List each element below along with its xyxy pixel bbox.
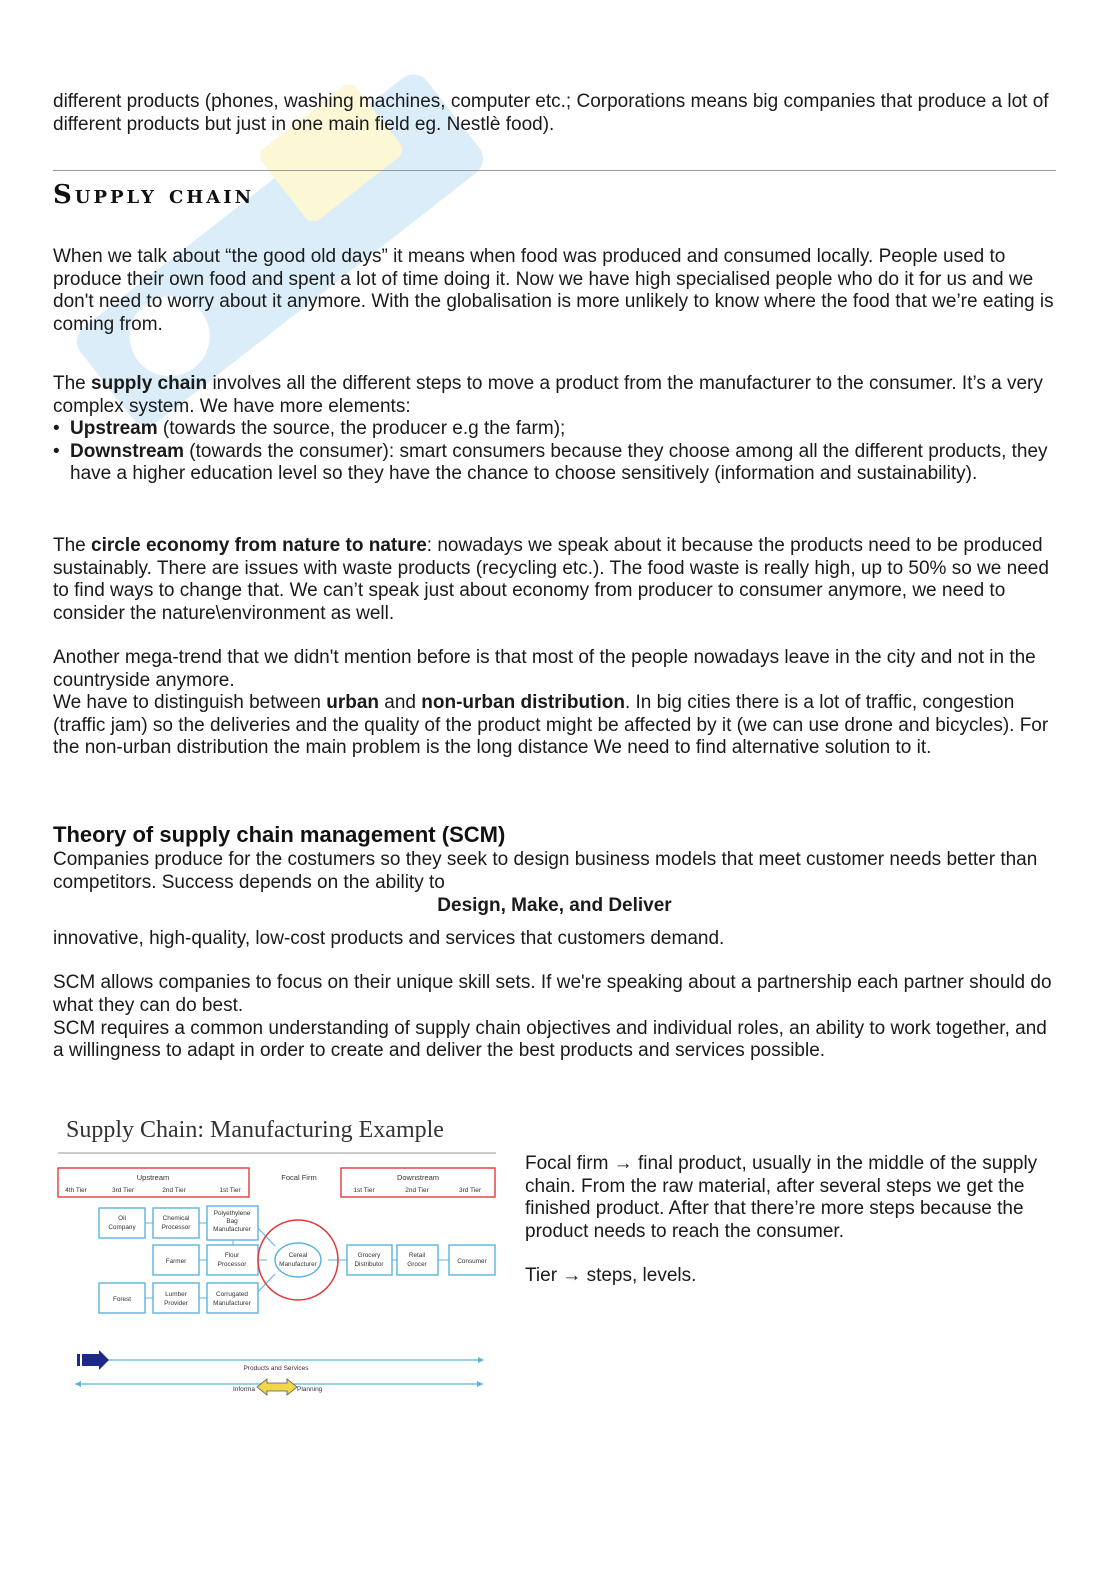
up-tier-3: 3rd Tier: [111, 1187, 135, 1194]
box-corrugated-manufacturer: [207, 1283, 258, 1313]
upstream-label: Upstream: [136, 1173, 170, 1182]
label-retail: Retail: [408, 1252, 426, 1259]
label-retail-2: Grocer: [407, 1261, 427, 1268]
supply-chain-diagram: [53, 1108, 508, 1408]
up-tier-4: 4th Tier: [65, 1187, 87, 1194]
focal-firm-note: Focal firm → final product, usually in the middle of the supply chain. From the raw material, after several steps we get the finished product. After that there’re more steps because the product needs to reach the consumer.: [525, 1153, 1038, 1242]
label-forest: Forest: [112, 1296, 132, 1303]
paragraph-good-old-days: When we talk about “the good old days” it means when food was produced and consumed locally. People used to produce their own food and spent a lot of time doing it. Now we have high specialised people who do it for us and we don't need to worry about it anymore. With the globalisation is more unlikely to know where the food that we’re eating is coming from.: [53, 246, 1054, 335]
label-poly-2: Bag: [226, 1218, 238, 1225]
label-cereal: Cereal: [288, 1252, 308, 1259]
label-chem-2: Processor: [161, 1224, 191, 1231]
label-farmer: Farmer: [165, 1258, 187, 1265]
section-divider: [53, 170, 1056, 171]
box-lumber-provider: [153, 1283, 199, 1313]
supply-chain-figure: [53, 1108, 508, 1408]
list-item-upstream: • Upstream (towards the source, the producer e.g the farm);: [53, 418, 566, 440]
scm-paragraph-4: SCM requires a common understanding of supply chain objectives and individual roles, an ability to work together, and a willingness to adapt in order to create and deliver the best products and services possible.: [53, 1017, 1047, 1062]
information-flow-arrow: [257, 1379, 297, 1395]
label-corr-2: Manufacturer: [213, 1300, 251, 1307]
label-consumer: Consumer: [457, 1258, 487, 1265]
label-oil: Oil: [118, 1215, 126, 1222]
label-lumber: Lumber: [165, 1291, 187, 1298]
section-title: Supply chain: [53, 180, 255, 210]
scm-emphasis: Design, Make, and Deliver: [437, 895, 672, 917]
megatrend-paragraph: Another mega-trend that we didn't mention before is that most of the people nowadays leave in the city and not in the countryside anymore.: [53, 647, 1036, 691]
scm-paragraph-2: innovative, high-quality, low-cost products and services that customers demand.: [53, 927, 725, 949]
box-grocery-distributor: [347, 1245, 392, 1275]
label-cereal-2: Manufacturer: [279, 1261, 317, 1268]
megatrend-block: [53, 647, 1056, 760]
term-supply-chain: supply chain: [91, 373, 208, 394]
tier-note: Tier → steps, levels.: [525, 1265, 697, 1287]
box-retail-grocer: [397, 1245, 438, 1275]
label-poly: Polyethylene: [213, 1210, 251, 1217]
downstream-label: Downstream: [396, 1173, 440, 1182]
label-grocery-2: Distributor: [354, 1261, 384, 1268]
label-chem: Chemical: [162, 1215, 190, 1222]
label-poly-3: Manufacturer: [213, 1226, 251, 1233]
label-corr: Corrugated: [216, 1291, 248, 1298]
figure-title: Supply Chain: Manufacturing Example: [66, 1117, 444, 1143]
scm-paragraph-3: SCM allows companies to focus on their unique skill sets. If we're speaking about a partnership each partner should do what they can do best.: [53, 972, 1052, 1016]
down-tier-2: 2nd Tier: [405, 1187, 429, 1194]
supply-chain-block: [53, 373, 1056, 486]
supply-chain-paragraph: The supply chain involves all the different steps to move a product from the manufacturer to the consumer. It’s a very complex system. We have more elements:: [53, 373, 1043, 417]
focal-firm-label: Focal Firm: [281, 1173, 317, 1182]
supply-chain-elements-list: [53, 418, 1056, 486]
scm-heading: Theory of supply chain management (SCM): [53, 822, 506, 847]
flow-products-label: Products and Services: [243, 1365, 309, 1372]
box-cereal-manufacturer: [275, 1243, 321, 1277]
label-oil-2: Company: [108, 1224, 136, 1231]
up-tier-2: 2nd Tier: [162, 1187, 186, 1194]
label-grocery: Grocery: [357, 1252, 381, 1259]
box-flour-processor: [207, 1245, 258, 1275]
flow-planning-label: Planning: [297, 1386, 323, 1393]
scm-paragraph-1: Companies produce for the costumers so they seek to design business models that meet customer needs better than competitors. Success depends on the ability to: [53, 849, 1038, 893]
label-lumber-2: Provider: [164, 1300, 188, 1307]
up-tier-1: 1st Tier: [219, 1187, 241, 1194]
label-flour: Flour: [224, 1252, 240, 1259]
figure-caption-text: [525, 1153, 1056, 1288]
list-item-downstream: • Downstream (towards the consumer): smart consumers because they choose among all the different products, they have a higher education level so they have the chance to choose sensitively (information and sustainability).: [53, 440, 1048, 485]
down-tier-1: 1st Tier: [353, 1187, 375, 1194]
flow-information-label: Informa: [232, 1386, 255, 1393]
products-flow-arrow: [73, 1350, 109, 1370]
box-oil-company: [99, 1208, 145, 1238]
box-chemical-processor: [153, 1208, 199, 1238]
scm-section: [53, 821, 1056, 1063]
urban-distribution-paragraph: We have to distinguish between urban and non-urban distribution. In big cities there is a lot of traffic, congestion (traffic jam) so the deliveries and the quality of the product might be affected by it (we can use drone and bicycles). For the non-urban distribution the main problem is the long distance We need to find alternative solution to it.: [53, 692, 1049, 759]
term-circle-economy: circle economy from nature to nature: [91, 535, 427, 556]
intro-paragraph: different products (phones, washing machines, computer etc.; Corporations means big companies that produce a lot of different products but just in one main field eg. Nestlè food).: [53, 91, 1049, 135]
label-flour-2: Processor: [217, 1261, 247, 1268]
circle-economy-paragraph: The circle economy from nature to nature: nowadays we speak about it because the products need to be produced sustainably. There are issues with waste products (recycling etc.). The food waste is really high, up to 50% so we need to find ways to change that. We can’t speak just about economy from producer to consumer anymore, we need to consider the nature\environment as well.: [53, 535, 1049, 624]
down-tier-3: 3rd Tier: [458, 1187, 482, 1194]
